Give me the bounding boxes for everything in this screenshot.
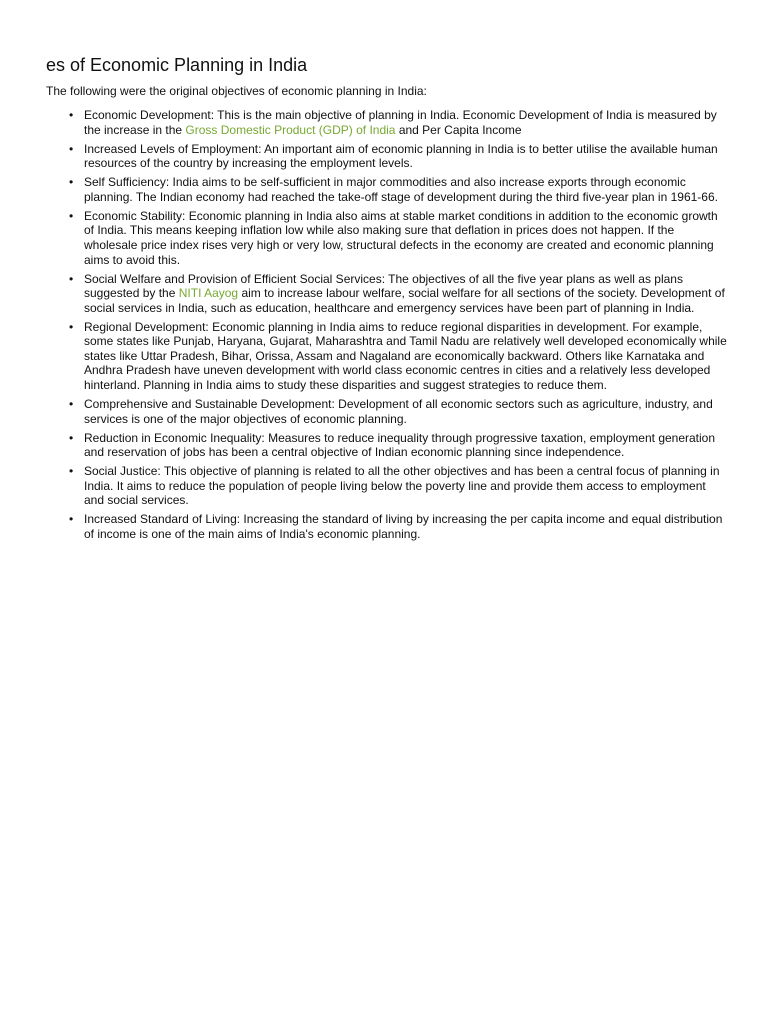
inline-link[interactable]: NITI Aayog [178, 286, 239, 301]
list-item [46, 320, 728, 393]
list-item [46, 209, 728, 267]
bullet-icon: • [69, 430, 74, 445]
list-item-text: Increased Standard of Living: Increasing the standard of living by increasing the per capita income and equal distribution of income is one of the main aims of India's economic planning. [84, 512, 723, 541]
bullet-icon: • [69, 208, 74, 223]
list-item-text: Economic Stability: Economic planning in India also aims at stable market conditions in addition to the economic growth of India. This means keeping inflation low while also making sure that deflation in prices does not happen. If the wholesale price index rises very high or very low, structural defects in the economy are created and economic planning aims to avoid this. [84, 208, 718, 267]
list-item-text: Regional Development: Economic planning in India aims to reduce regional disparities in development. For example, some states like Punjab, Haryana, Gujarat, Maharashtra and Tamil Nadu are relatively well developed economically while states like Uttar Pradesh, Bihar, Orissa, Assam and Nagaland are economically backward. Others like Karnataka and Andhra Pradesh have uneven development with world class economic centres in cities and a relatively less developed hinterland. Planning in India aims to study these disparities and suggest strategies to reduce them. [84, 319, 727, 393]
inline-link[interactable]: Gross Domestic Product (GDP) of India [185, 122, 396, 137]
intro-text: The following were the original objectives of economic planning in India: [46, 84, 427, 98]
bullet-icon: • [69, 464, 74, 479]
bullet-icon: • [69, 512, 74, 527]
list-item-text: Reduction in Economic Inequality: Measures to reduce inequality through progressive taxation, employment generation and reservation of jobs has been a central objective of Indian economic planning since independence. [84, 430, 716, 460]
bullet-icon: • [69, 319, 74, 334]
page-title: es of Economic Planning in India [46, 55, 308, 75]
list-item-text: Social Justice: This objective of planning is related to all the other objectives and has been a central focus of planning in India. It aims to reduce the population of people living below the poverty line and provide them access to employment and social services. [84, 464, 720, 508]
bullet-icon: • [69, 397, 74, 412]
list-item [46, 175, 728, 204]
list-item-text: aim to increase labour welfare, social welfare for all sections of the society. Development of social services in India, such as education, healthcare and emergency services have been part of planning in India. [84, 286, 725, 315]
list-item-text: Self Sufficiency: India aims to be self-sufficient in major commodities and also increase exports through economic planning. The Indian economy had reached the take-off stage of development during the third five-year plan in 1961-66. [84, 175, 718, 204]
bullet-icon: • [69, 141, 74, 156]
list-item [46, 108, 728, 137]
objectives-list [46, 108, 728, 542]
list-item [46, 142, 728, 171]
list-item-text: Economic Development: This is the main objective of planning in India. Economic Development of India is measured by the increase in the [84, 108, 717, 137]
list-item-text: and Per Capita Income [395, 122, 522, 137]
bullet-icon: • [69, 271, 74, 286]
list-item-text: Increased Levels of Employment: An important aim of economic planning in India is to better utilise the available human resources of the country by increasing the employment levels. [84, 141, 718, 171]
list-item-text: Social Welfare and Provision of Efficient Social Services: The objectives of all the five year plans as well as plans suggested by the [84, 271, 683, 301]
bullet-icon: • [69, 108, 74, 122]
list-item [46, 464, 728, 508]
list-item [46, 431, 728, 460]
list-item [46, 397, 728, 426]
list-item [46, 272, 728, 316]
list-item [46, 512, 728, 541]
bullet-icon: • [69, 175, 74, 190]
list-item-text: Comprehensive and Sustainable Development: Development of all economic sectors such as agriculture, industry, and services is one of the major objectives of economic planning. [84, 397, 713, 426]
